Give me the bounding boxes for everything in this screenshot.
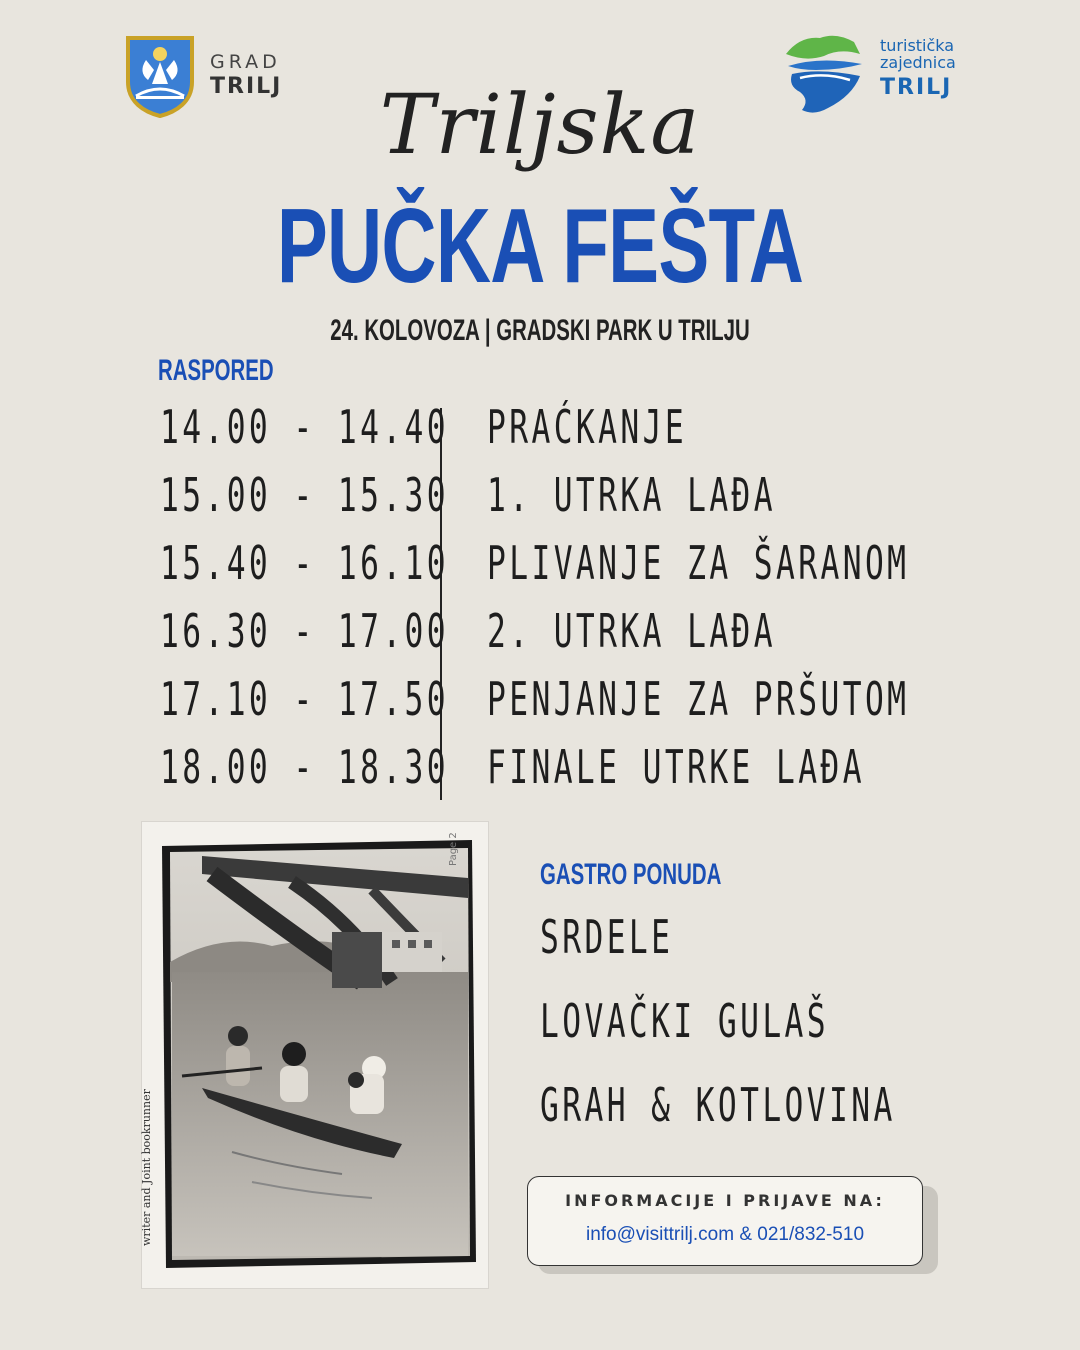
event-date-location: 24. KOLOVOZA | GRADSKI PARK U TRILJU: [330, 314, 750, 347]
schedule-event: 2. UTRKA LAĐA: [487, 604, 777, 658]
schedule-row: [0, 604, 1080, 672]
gastro-item: GRAH & KOTLOVINA: [540, 1078, 896, 1132]
schedule-time: 17.10 - 17.50: [160, 672, 450, 726]
page-title: PUČKA FEŠTA: [276, 187, 804, 305]
info-box: [527, 1176, 923, 1266]
grad-logo-small-text: GRAD: [210, 51, 281, 74]
vintage-photo-illustration: [142, 822, 488, 1288]
schedule-time: 16.30 - 17.00: [160, 604, 450, 658]
vintage-photo: [142, 822, 488, 1288]
photo-page-mark: Page 2: [448, 832, 459, 866]
title-script: Triljska: [379, 78, 701, 173]
schedule-row: [0, 400, 1080, 468]
info-contact-link[interactable]: info@visittrilj.com & 021/832-510: [585, 1224, 865, 1245]
tz-logo-big-text: TRILJ: [880, 74, 953, 100]
schedule-event: 1. UTRKA LAĐA: [487, 468, 777, 522]
tz-logo-line1: turistička: [880, 36, 955, 55]
gastro-label: GASTRO PONUDA: [540, 858, 722, 891]
schedule-event: FINALE UTRKE LAĐA: [487, 740, 865, 794]
gastro-item: SRDELE: [540, 910, 674, 964]
schedule-row: [0, 468, 1080, 536]
schedule-row: [0, 536, 1080, 604]
gastro-item: LOVAČKI GULAŠ: [540, 994, 830, 1048]
schedule-event: PENJANJE ZA PRŠUTOM: [487, 672, 910, 726]
schedule-time: 15.40 - 16.10: [160, 536, 450, 590]
schedule-event: PLIVANJE ZA ŠARANOM: [487, 536, 910, 590]
photo-side-text: writer and Joint bookrunner: [140, 1089, 153, 1246]
schedule-event: PRAĆKANJE: [487, 400, 688, 454]
grad-logo-big-text: TRILJ: [210, 74, 283, 100]
schedule-time: 14.00 - 14.40: [160, 400, 450, 454]
schedule-time: 15.00 - 15.30: [160, 468, 450, 522]
schedule-row: [0, 672, 1080, 740]
info-title: INFORMACIJE I PRIJAVE NA:: [565, 1191, 885, 1210]
schedule-row: [0, 740, 1080, 808]
schedule-label: RASPORED: [158, 354, 274, 387]
schedule-time: 18.00 - 18.30: [160, 740, 450, 794]
tz-logo-line2: zajednica: [880, 52, 956, 72]
